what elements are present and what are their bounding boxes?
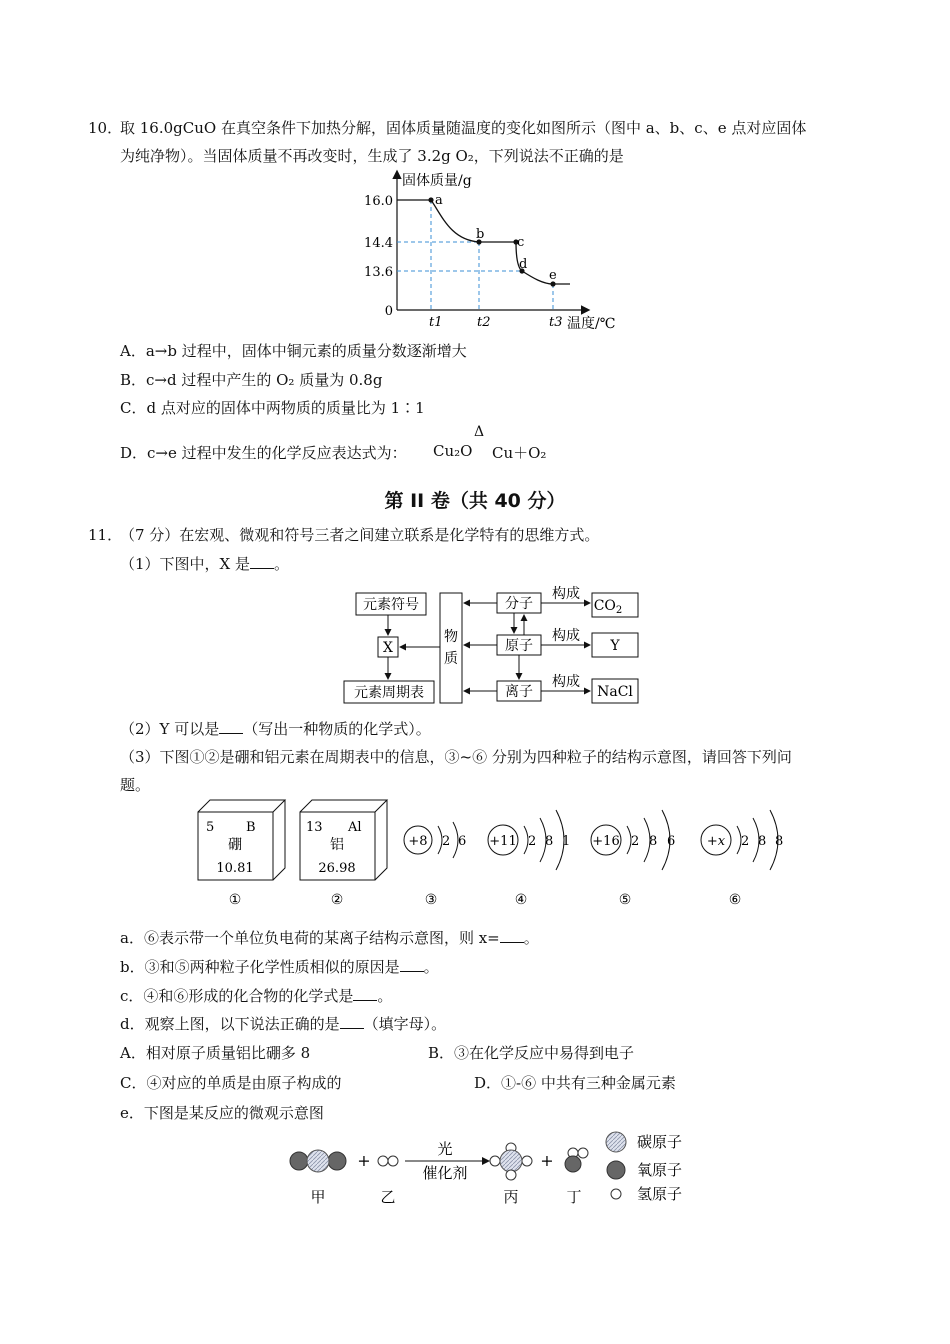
y-tick-0: 0: [384, 304, 393, 319]
q11-d-option-a: A．相对原子质量铝比硼多 8: [120, 1044, 311, 1062]
plus-2: +: [540, 1151, 554, 1170]
svg-text:碳原子: 碳原子: [637, 1133, 683, 1151]
answer-blank-a[interactable]: [500, 930, 524, 943]
svg-text:①: ①: [228, 892, 242, 908]
svg-text:2: 2: [631, 834, 640, 849]
text-co2: $CO_2$: [593, 598, 623, 616]
label-a: a: [435, 193, 443, 208]
text-element-symbol: 元素符号: [363, 597, 419, 613]
q11-part1-text: （1）下图中，X 是: [120, 555, 250, 573]
label-d: d: [519, 257, 528, 272]
text-compose-2: 构成: [552, 628, 580, 644]
svg-text:甲: 甲: [310, 1188, 326, 1206]
legend: [606, 1132, 682, 1203]
svg-text:8: 8: [775, 834, 784, 849]
legend-hydrogen-icon: [611, 1189, 621, 1199]
svg-text:+x: +x: [706, 834, 726, 849]
q11-stem: （7 分）在宏观、微观和符号三者之间建立联系是化学特有的思维方式。: [120, 526, 600, 544]
q11-number: 11．: [88, 526, 123, 544]
text-substance-1: 物: [444, 629, 458, 645]
svg-text:硼: 硼: [228, 837, 242, 853]
text-x: X: [383, 640, 393, 656]
svg-text:④: ④: [514, 892, 528, 908]
svg-text:乙: 乙: [380, 1188, 396, 1206]
molecule-bing: [490, 1143, 532, 1206]
element-card-aluminum: [300, 800, 387, 908]
text-y: Y: [610, 638, 620, 654]
svg-text:8: 8: [758, 834, 767, 849]
q11-d-option-c: C．④对应的单质是由原子构成的: [120, 1074, 342, 1092]
q10-option-a: A．a→b 过程中，固体中铜元素的质量分数逐渐增大: [120, 342, 467, 360]
answer-blank-y[interactable]: [219, 721, 243, 734]
svg-text:2: 2: [442, 834, 451, 849]
particle-5: [591, 810, 675, 908]
section-title: 第 II 卷（共 40 分）: [384, 490, 566, 512]
concept-diagram: [340, 583, 650, 708]
label-e: e: [549, 268, 557, 283]
text-atom: 原子: [505, 638, 533, 654]
svg-text:6: 6: [667, 834, 676, 849]
x-tick-t3: t3: [549, 315, 563, 330]
answer-blank-d[interactable]: [340, 1016, 364, 1029]
atom-structure-figure: [190, 798, 800, 910]
svg-text:10.81: 10.81: [216, 861, 254, 876]
molecule-jia: [290, 1150, 346, 1206]
svg-text:丁: 丁: [566, 1188, 582, 1206]
label-b: b: [476, 227, 485, 242]
q11-part1: [120, 553, 289, 574]
q10-option-c: C．d 点对应的固体中两物质的质量比为 1∶1: [120, 399, 425, 417]
molecule-ding: [565, 1148, 588, 1206]
svg-text:+8: +8: [408, 834, 428, 849]
condition-catalyst: 催化剂: [422, 1164, 468, 1182]
q11-d-option-b: B．③在化学反应中易得到电子: [428, 1044, 635, 1062]
svg-text:2: 2: [528, 834, 537, 849]
svg-text:铝: 铝: [330, 837, 344, 853]
svg-text:+11: +11: [489, 834, 517, 849]
svg-text:⑥: ⑥: [728, 892, 742, 908]
condition-light: 光: [437, 1140, 453, 1158]
q10-number: 10．: [88, 119, 123, 137]
q11-sub-d: d．观察上图，以下说法正确的是 （填字母）。: [120, 1015, 447, 1033]
svg-text:+16: +16: [592, 834, 620, 849]
molecule-yi: [378, 1156, 398, 1206]
q11-sub-e: e．下图是某反应的微观示意图: [120, 1104, 324, 1122]
svg-text:③: ③: [424, 892, 438, 908]
answer-blank-c[interactable]: [353, 988, 377, 1001]
y-tick-13.6: 13.6: [364, 265, 393, 280]
q10-stem-line2: 为纯净物）。当固体质量不再改变时，生成了 3.2g O₂，下列说法不正确的是: [120, 147, 624, 165]
x-tick-t1: t1: [429, 315, 443, 330]
legend-carbon-icon: [606, 1132, 626, 1152]
q10-option-d-reactant: Cu₂O: [433, 442, 473, 460]
svg-text:8: 8: [649, 834, 658, 849]
q11-part2: [120, 718, 431, 739]
answer-blank-x[interactable]: [250, 556, 274, 569]
q10-option-b: B．c→d 过程中产生的 O₂ 质量为 0.8g: [120, 371, 383, 389]
text-compose-3: 构成: [552, 674, 580, 690]
text-substance-2: 质: [444, 651, 458, 667]
q11-part2-end: （写出一种物质的化学式）。: [243, 720, 431, 738]
svg-text:8: 8: [545, 834, 554, 849]
legend-oxygen-icon: [607, 1161, 625, 1179]
particle-3: [404, 822, 466, 908]
svg-text:氧原子: 氧原子: [637, 1161, 683, 1179]
svg-text:6: 6: [458, 834, 467, 849]
particle-4: [488, 810, 570, 908]
y-axis-label: 固体质量/g: [402, 173, 472, 189]
mass-temperature-chart: [350, 168, 630, 333]
reaction-diagram: [285, 1128, 705, 1212]
label-c: c: [517, 235, 525, 250]
q11-sub-b: b．③和⑤两种粒子化学性质相似的原因是 。: [120, 958, 439, 976]
q10-option-d-prefix: D．c→e 过程中发生的化学反应表达式为：: [120, 444, 407, 462]
svg-text:Al: Al: [348, 820, 362, 835]
svg-text:氢原子: 氢原子: [637, 1185, 683, 1203]
q11-part3-line2: 题。: [120, 776, 151, 794]
x-axis-label: 温度/℃: [567, 316, 616, 332]
y-tick-16: 16.0: [364, 194, 393, 209]
q11-part2-text: （2）Y 可以是: [120, 720, 220, 738]
q11-sub-a: a．⑥表示带一个单位负电荷的某离子结构示意图，则 x= 。: [120, 929, 539, 947]
text-compose-1: 构成: [552, 586, 580, 602]
q11-sub-c: c．④和⑥形成的化合物的化学式是 。: [120, 987, 393, 1005]
plus-1: +: [357, 1151, 371, 1170]
x-tick-t2: t2: [477, 315, 491, 330]
q11-part1-end: 。: [274, 555, 290, 573]
svg-text:丙: 丙: [503, 1188, 519, 1206]
text-ion: 离子: [505, 684, 533, 700]
svg-text:2: 2: [741, 834, 750, 849]
q11-part3-line1: （3）下图①②是硼和铝元素在周期表中的信息，③~⑥ 分别为四种粒子的结构示意图，请回答下列问: [120, 748, 792, 766]
svg-text:⑤: ⑤: [618, 892, 632, 908]
box-substance: [440, 593, 462, 703]
point-a: [428, 197, 433, 202]
text-nacl: NaCl: [597, 684, 633, 700]
answer-blank-b[interactable]: [400, 959, 424, 972]
q10-option-d-products: Cu＋O₂: [492, 444, 547, 462]
text-periodic-table: 元素周期表: [354, 685, 424, 701]
q10-option-d-condition: Δ: [474, 424, 485, 440]
svg-text:1: 1: [562, 834, 571, 849]
q11-d-option-d: D．①-⑥ 中共有三种金属元素: [474, 1074, 676, 1092]
y-tick-14.4: 14.4: [364, 236, 393, 251]
text-molecule: 分子: [505, 596, 533, 612]
q10-stem-line1: 取 16.0gCuO 在真空条件下加热分解，固体质量随温度的变化如图所示（图中 a、b、c、e 点对应固体: [120, 119, 807, 137]
particle-6: [701, 810, 783, 908]
svg-text:B: B: [246, 820, 256, 835]
svg-text:②: ②: [330, 892, 344, 908]
svg-text:26.98: 26.98: [318, 861, 356, 876]
svg-text:5: 5: [206, 820, 215, 835]
element-card-boron: [198, 800, 285, 908]
svg-text:13: 13: [306, 820, 323, 835]
